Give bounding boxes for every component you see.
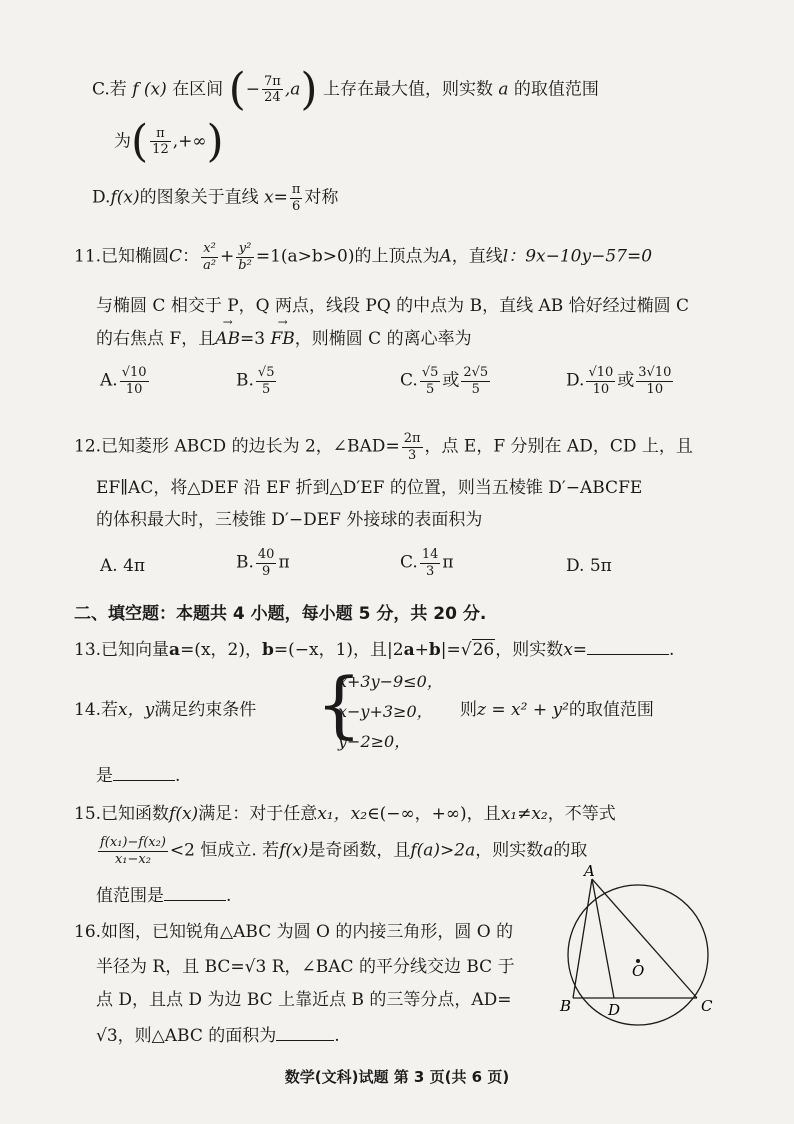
- q15-line3: 值范围是 .: [96, 886, 232, 906]
- q15-answer-blank[interactable]: [164, 899, 226, 901]
- q12-line1: 12.已知菱形 ABCD 的边长为 2，∠BAD= $\frac{2\pi}{3}$ ，点 E，F 分别在 AD，CD 上，且: [74, 431, 693, 463]
- q12-option-a: A. 4π: [100, 556, 146, 576]
- q11-option-a: A. $\frac{√10}{10}$: [100, 365, 147, 397]
- q15-line1: 15.已知函数f(x)满足：对于任意x₁，x₂∈(−∞，+∞)，且x₁≠x₂，不等式: [74, 804, 616, 824]
- q11-line1: 11.已知椭圆C： $\frac{\text{x²}}{\text{a²}}$ + $\frac{\text{y²}}{\text{b²}}$ =1(a>b>0)的上顶点为A，直线l：9x−10y−57=0: [74, 241, 653, 273]
- q12-option-b: B. $\frac{40}{9}$ π: [236, 547, 290, 579]
- q11-option-b: B. $\frac{√5}{5}$: [236, 365, 275, 397]
- side-ac: [592, 879, 697, 998]
- bisector-ad: [592, 879, 614, 998]
- q12-option-c: C. $\frac{14}{3}$ π: [400, 547, 454, 579]
- q11-line2: 与椭圆 C 相交于 P，Q 两点，线段 PQ 的中点为 B，直线 AB 恰好经过椭圆 C: [96, 296, 690, 316]
- q13: 13.已知向量a=(x，2)，b=(−x，1)，且|2a+b|=√26，则实数x= .: [74, 640, 675, 660]
- range-fraction: $\frac{\pi}{12}$: [152, 125, 169, 158]
- q14-constraint-1: x+3y−9≤0，: [338, 672, 443, 691]
- q10-option-d: D.f(x)的图象关于直线 x= $\frac{\pi}{6}$ 对称: [92, 182, 339, 214]
- interval-fraction: $\frac{7\pi}{24}$: [264, 73, 281, 106]
- q14-answer-blank[interactable]: [113, 779, 175, 781]
- q16-line3: 点 D，且点 D 为边 BC 上靠近点 B 的三等分点，AD=: [96, 990, 512, 1010]
- label-a: A: [584, 862, 595, 880]
- q14-constraint-2: x−y+3≥0，: [338, 702, 433, 721]
- q16-line2: 半径为 R，且 BC=√3 R，∠BAC 的平分线交边 BC 于: [96, 957, 515, 977]
- q10-option-c-line2: 为( $\frac{\pi}{12}$ ,+∞): [114, 116, 224, 167]
- q12-line2: EF∥AC，将△DEF 沿 EF 折到△D′EF 的位置，则当五棱锥 D′−ABCFE: [96, 478, 643, 498]
- q14-line1-right: 则z = x² + y²的取值范围: [460, 700, 654, 720]
- label-c: C: [701, 997, 713, 1015]
- q14-line1: 14.若x，y满足约束条件: [74, 700, 257, 720]
- label-b: B: [560, 997, 572, 1015]
- label-d: D: [608, 1001, 621, 1019]
- label-o: O: [632, 962, 645, 980]
- side-ab: [573, 879, 592, 998]
- q13-answer-blank[interactable]: [587, 653, 669, 655]
- circle-triangle-figure: [550, 860, 730, 1030]
- q15-line2: $\frac{\text{f(x₁)−f(x₂)}}{\text{x₁−x₂}}$ <2 恒成立. 若f(x)是奇函数，且f(a)>2a，则实数a的取: [100, 835, 588, 867]
- q16-answer-blank[interactable]: [276, 1039, 334, 1041]
- q16-line4: √3，则△ABC 的面积为 .: [96, 1026, 340, 1046]
- page-footer: 数学(文科)试题 第 3 页(共 6 页): [284, 1068, 510, 1086]
- constraint-brace: {: [316, 662, 362, 746]
- q16-line1: 16.如图，已知锐角△ABC 为圆 O 的内接三角形，圆 O 的: [74, 922, 514, 942]
- section-heading-fill-in: 二、填空题：本题共 4 小题，每小题 5 分，共 20 分.: [74, 604, 487, 624]
- q14-constraint-3: y−2≥0，: [338, 732, 411, 751]
- q14-line2: 是 .: [96, 766, 181, 786]
- q11-line3: 的右焦点 F，且→ AB=3 → FB，则椭圆 C 的离心率为: [96, 329, 472, 349]
- q10-option-c-line1: C.若 f (x) 在区间 (− $\frac{7\pi}{24}$ ,a) 上存在最大值，则实数 a 的取值范围: [92, 64, 599, 115]
- q12-line3: 的体积最大时，三棱锥 D′−DEF 外接球的表面积为: [96, 510, 483, 530]
- circumcircle: [568, 885, 708, 1025]
- q11-option-c: C. $\frac{√5}{5}$ 或 $\frac{2√5}{5}$: [400, 365, 489, 397]
- q11-option-d: D. $\frac{√10}{10}$ 或 $\frac{3√10}{10}$: [566, 365, 672, 397]
- q12-option-d: D. 5π: [566, 556, 612, 576]
